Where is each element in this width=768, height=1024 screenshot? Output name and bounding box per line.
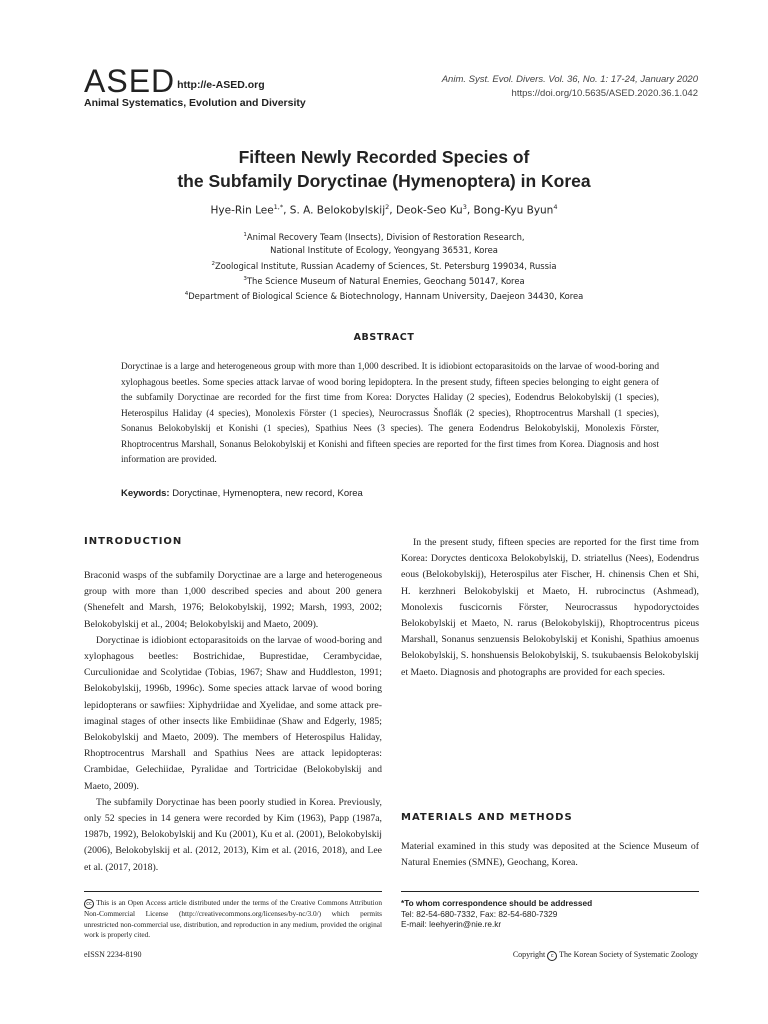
intro-paragraph-1: Braconid wasps of the subfamily Doryctinae are a large and heterogeneous group with more than 1,000 described species and about 200 genera (Shenefelt and Marsh, 1976; Belokobylskij, 1992; Marsh, 1993, 2002; Belokobylskij et al., 2004; Belokobylskij and Maeto, 2009).	[84, 570, 382, 630]
introduction-heading: INTRODUCTION	[84, 536, 183, 547]
intro-paragraph-4: In the present study, fifteen species are reported for the first time from Korea: Doryctes denticoxa Belokobylskij, D. striatellus (Nees), Eodendrus eous (Belokobylskij), Heterospilus ater Fischer, H. chinensis Chen et Shi, H. kerzhneri Belokobylskij et Maeto, H. rubrocinctus (Ashmead), Monolexis fuscicornis Förster, Neurocrassus hypodoryctoides Belokobylskij et Maeto, N. rarus (Belokobylskij), Rhoptrocentrus piceus Marshall, Sonanus senzuensis Belokobylskij et Konishi, Spathius amoenus Belokobylskij, S. honshuensis Belokobylskij, S. tsukubaensis Belokobylskij et Maeto. Diagnosis and photographs are provided for each species.	[401, 537, 699, 678]
journal-citation: Anim. Syst. Evol. Divers. Vol. 36, No. 1: 17-24, January 2020	[441, 74, 698, 85]
affiliation-line	[0, 258, 768, 273]
affiliation-sup: 4	[184, 291, 189, 298]
affiliations	[0, 229, 768, 304]
keywords-label: Keywords:	[121, 488, 170, 499]
correspondence-note	[401, 898, 699, 930]
author-name: Deok-Seo Ku	[395, 204, 463, 217]
license-note	[84, 898, 382, 941]
article-title	[0, 145, 768, 193]
correspondence-email[interactable]: E-mail: leehyerin@nie.re.kr	[401, 919, 502, 929]
methods-heading: MATERIALS AND METHODS	[401, 812, 573, 823]
left-column	[84, 568, 382, 876]
author-name: Hye-Rin Lee	[210, 204, 274, 217]
affiliation-text: The Science Museum of Natural Enemies, Geochang 50147, Korea	[246, 275, 525, 286]
journal-info	[442, 73, 698, 101]
affiliation-sup: 1	[243, 232, 247, 238]
title-line-1: Fifteen Newly Recorded Species of	[238, 147, 530, 167]
keywords	[121, 488, 659, 499]
keywords-text: Doryctinae, Hymenoptera, new record, Korea	[172, 488, 363, 499]
affiliation-text: Animal Recovery Team (Insects), Division of Restoration Research,	[246, 231, 525, 242]
abstract-text: Doryctinae is a large and heterogeneous group with more than 1,000 described. It is idiobiont ectoparasitoids on the larvae of wood-boring and xylophagous beetles. Some species attack larvae of wood boring lepidoptera. In the present study, fifteen species belonging to eight genera of the subfamily Doryctinae are recorded for the first time from Korea: Doryctes Haliday (2 species), Eodendrus Belokobylskij (1 species), Heterospilus Haliday (4 species), Monolexis Förster (1 species), Neurocrassus Šnoflák (2 species), Rhoptrocentrus Marshall (1 species), Sonanus Belokobylskij et Konishi (1 species), Spathius Nees (3 species). The genera Eodendrus Belokobylskij, Monolexis Förster, Rhoptrocentrus Marshall, Sonanus Belokobylskij et Konishi and fifteen species are reported for the first times from Korea. Diagnosis and host information are provided.	[121, 362, 659, 465]
author-sup: 1,*	[273, 203, 284, 211]
correspondence-title: *To whom correspondence should be addressed	[401, 898, 593, 908]
copyright-icon: c	[547, 951, 557, 961]
author-list: Hye-Rin Lee$^{1,*}$, S. A. Belokobylskij$^2$, Deok-Seo Ku$^3$, Bong-Kyu Byun$^4$	[210, 203, 558, 217]
affiliation-line	[0, 244, 768, 258]
issn: eISSN 2234-8190	[84, 950, 142, 959]
author-sup: 3	[462, 203, 467, 211]
logo-mark: ASED	[84, 63, 176, 99]
author-sup: 2	[385, 203, 390, 211]
title-line-2: the Subfamily Doryctinae (Hymenoptera) in Korea	[177, 171, 591, 191]
creative-commons-icon: cc	[84, 899, 94, 909]
affiliation-text: Zoological Institute, Russian Academy of Sciences, St. Petersburg 199034, Russia	[215, 260, 557, 271]
affiliation-text: Department of Biological Science & Biotechnology, Hannam University, Daejeon 34430, Korea	[188, 291, 584, 302]
abstract-heading: ABSTRACT	[353, 332, 415, 343]
affiliation-sup: 2	[211, 260, 216, 267]
license-text: This is an Open Access article distributed under the terms of the Creative Commons Attribution Non-Commercial License (http://creativecommons.org/licenses/by-nc/3.0/) which permits unrestricted non-commercial use, distribution, and reproduction in any medium, provided the original work is properly cited.	[84, 898, 382, 939]
journal-logo	[84, 63, 306, 109]
footnote-divider-left	[84, 891, 382, 892]
footnote-divider-right	[401, 891, 699, 892]
correspondence-phone: Tel: 82-54-680-7332, Fax: 82-54-680-7329	[401, 908, 558, 919]
journal-subtitle: Animal Systematics, Evolution and Diversity	[84, 97, 306, 109]
copyright-prefix: Copyright	[512, 950, 546, 959]
copyright-holder: The Korean Society of Systematic Zoology	[559, 950, 698, 959]
author-name: Bong-Kyu Byun	[473, 204, 554, 217]
doi-link[interactable]: https://doi.org/10.5635/ASED.2020.36.1.042	[511, 88, 698, 99]
author-sup: 4	[553, 203, 558, 211]
right-column	[401, 535, 699, 681]
journal-url-link[interactable]: http://e-ASED.org	[177, 79, 265, 91]
affiliation-sup: 3	[243, 276, 247, 283]
methods-paragraph-1: Material examined in this study was deposited at the Science Museum of Natural Enemies (SMNE), Geochang, Korea.	[401, 841, 699, 869]
methods-column	[401, 839, 699, 871]
affiliation-text: National Institute of Ecology, Yeongyang 36531, Korea	[270, 245, 498, 256]
affiliation-line	[0, 288, 768, 303]
affiliation-line	[0, 229, 768, 244]
intro-paragraph-3: The subfamily Doryctinae has been poorly studied in Korea. Previously, only 52 species in 14 genera were recorded by Kim (1963), Papp (1987a, 1987b, 1992), Belokobylskij and Ku (2001), Ku et al. (2001), Belokobylskij (2006), Belokobylskij et al. (2012, 2013), Kim et al. (2016, 2018), and Lee et al. (2017, 2018).	[84, 796, 382, 873]
copyright	[513, 950, 698, 961]
author-name: S. A. Belokobylskij	[289, 204, 386, 217]
affiliation-line	[0, 273, 768, 288]
intro-paragraph-2: Doryctinae is idiobiont ectoparasitoids on the larvae of wood-boring and xylophagous beetles: Bostrichidae, Buprestidae, Cerambycidae, Curculionidae and Scolytidae (Tobias, 1967; Shaw and Huddleston, 1991; Belokobylskij, 1996b, 1996c). Some species attack larvae of wood boring lepidopterans or sawfiies: Xiphydriidae and Xyelidae, and some attack pre-imaginal stages of other insects like Embiidinae (Shaw and Edgerly, 1985; Belokobylskij and Maeto, 2009). The members of Heterospilus Haliday, Rhoptrocentrus Marshall and Spathius Nees are attack lepidopteras: Crambidae, Gelechiidae, Pyralidae and Tortricidae (Belokobylskij and Maeto, 2009).	[84, 634, 382, 792]
